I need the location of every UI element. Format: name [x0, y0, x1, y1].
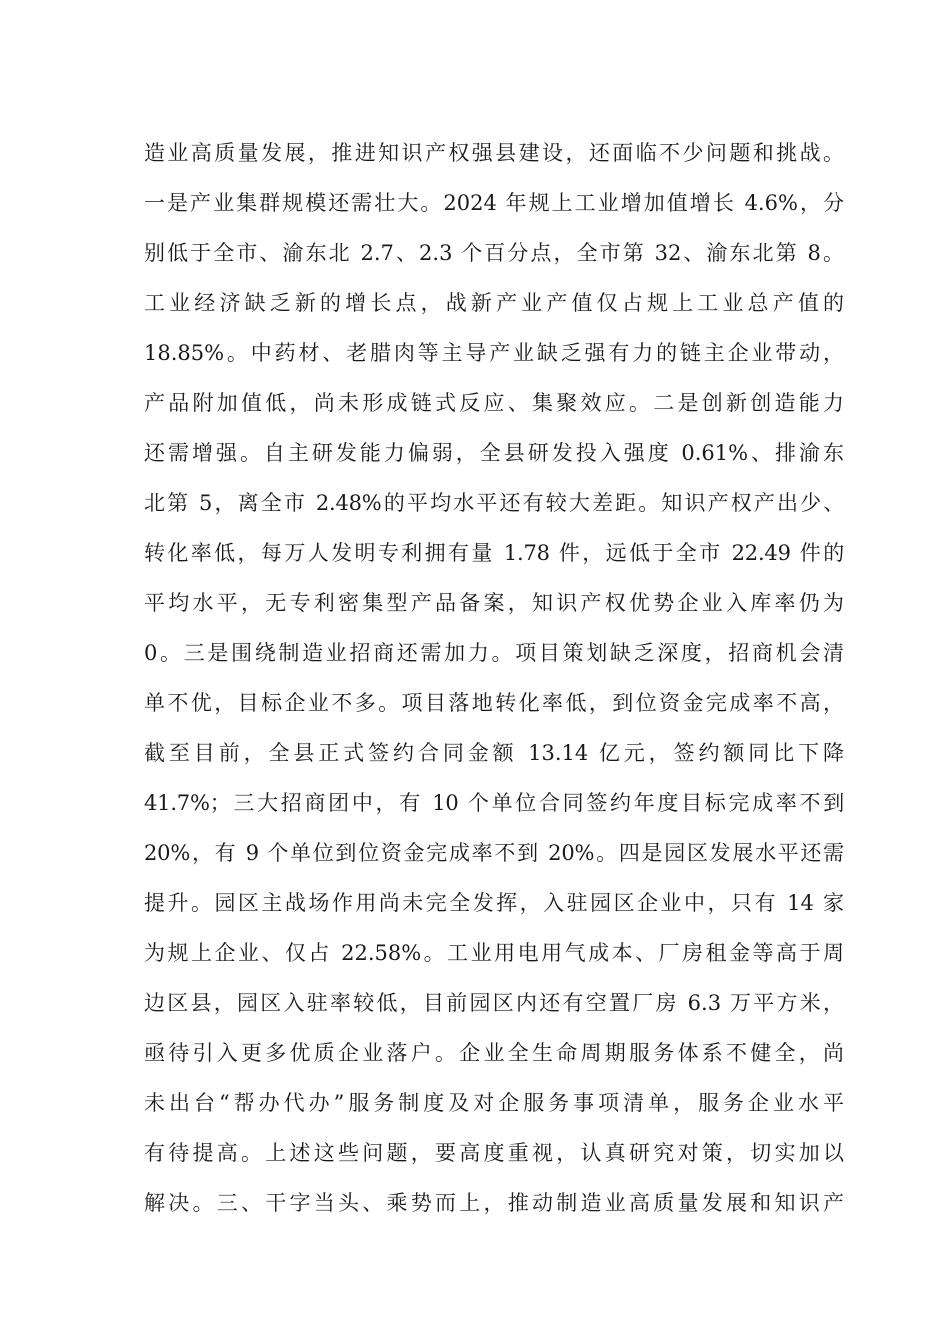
- body-text: [144, 128, 844, 1228]
- text-line: 亟待引入更多优质企业落户。企业全生命周期服务体系不健全，尚: [144, 1041, 844, 1065]
- text-line: 单不优，目标企业不多。项目落地转化率低，到位资金完成率不高，: [144, 691, 844, 715]
- text-line: 北第 5，离全市 2.48%的平均水平还有较大差距。知识产权产出少、: [144, 491, 844, 515]
- text-line: 截至目前，全县正式签约合同金额 13.14 亿元，签约额同比下降: [144, 741, 844, 765]
- text-line: 工业经济缺乏新的增长点，战新产业产值仅占规上工业总产值的: [144, 291, 844, 315]
- text-line: 还需增强。自主研发能力偏弱，全县研发投入强度 0.61%、排渝东: [144, 441, 844, 465]
- text-line: 0。三是围绕制造业招商还需加力。项目策划缺乏深度，招商机会清: [144, 641, 844, 665]
- text-line: 提升。园区主战场作用尚未完全发挥，入驻园区企业中，只有 14 家: [144, 891, 844, 915]
- text-line: 有待提高。上述这些问题，要高度重视，认真研究对策，切实加以: [144, 1141, 844, 1165]
- text-line: 为规上企业、仅占 22.58%。工业用电用气成本、厂房租金等高于周: [144, 941, 844, 965]
- text-line: 未出台“帮办代办”服务制度及对企服务事项清单，服务企业水平: [144, 1091, 844, 1115]
- text-line: 别低于全市、渝东北 2.7、2.3 个百分点，全市第 32、渝东北第 8。: [144, 241, 844, 265]
- text-line: 转化率低，每万人发明专利拥有量 1.78 件，远低于全市 22.49 件的: [144, 541, 844, 565]
- text-line: 造业高质量发展，推进知识产权强县建设，还面临不少问题和挑战。: [144, 141, 844, 165]
- text-line: 一是产业集群规模还需壮大。2024 年规上工业增加值增长 4.6%，分: [144, 191, 844, 215]
- text-line: 解决。三、干字当头、乘势而上，推动制造业高质量发展和知识产: [144, 1191, 844, 1215]
- text-line: 20%，有 9 个单位到位资金完成率不到 20%。四是园区发展水平还需: [144, 841, 844, 865]
- text-line: 41.7%；三大招商团中，有 10 个单位合同签约年度目标完成率不到: [144, 791, 844, 815]
- text-line: 产品附加值低，尚未形成链式反应、集聚效应。二是创新创造能力: [144, 391, 844, 415]
- text-line: 边区县，园区入驻率较低，目前园区内还有空置厂房 6.3 万平方米，: [144, 991, 844, 1015]
- text-line: 18.85%。中药材、老腊肉等主导产业缺乏强有力的链主企业带动，: [144, 341, 844, 365]
- text-line: 平均水平，无专利密集型产品备案，知识产权优势企业入库率仍为: [144, 591, 844, 615]
